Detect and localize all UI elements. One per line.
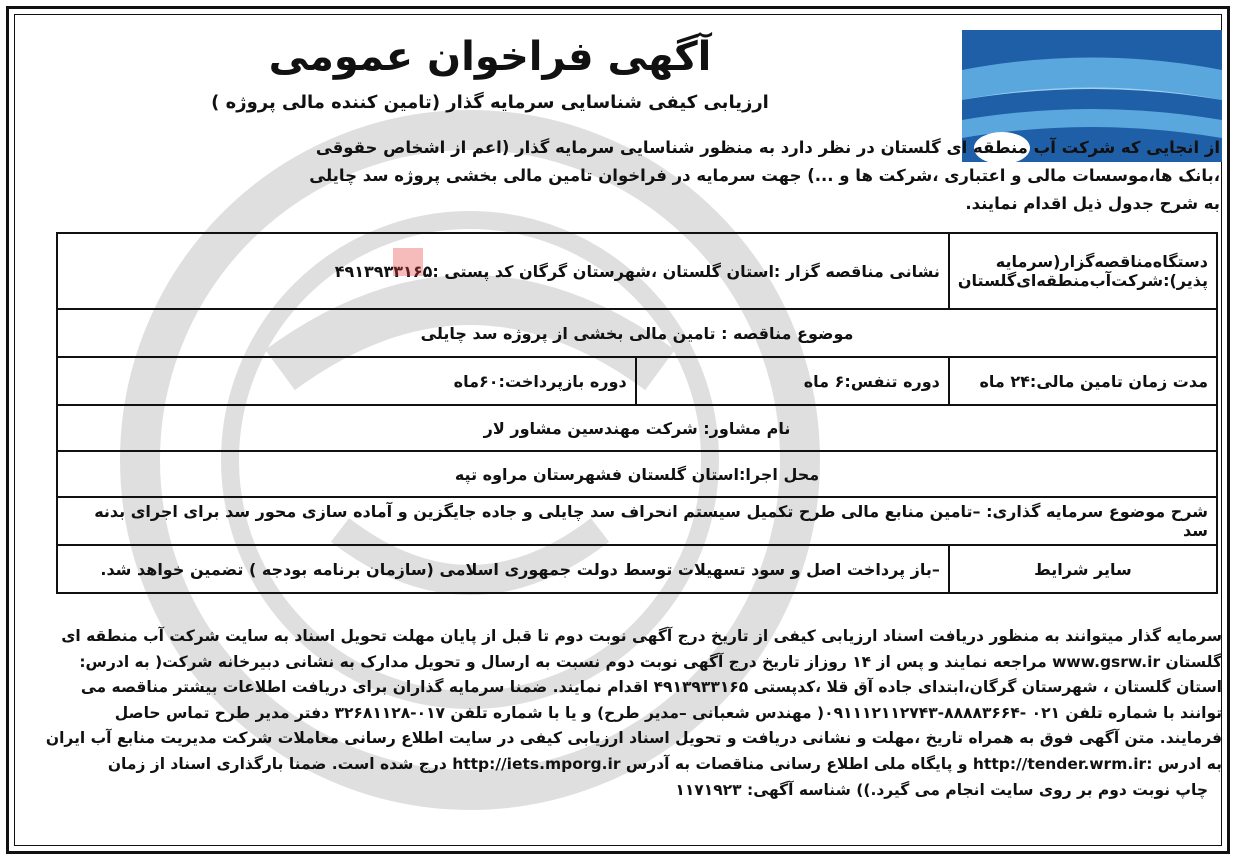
footer-line: فرمایند. متن آگهی فوق به همراه تاریخ ،مهلت و نشانی دریافت و تحویل اسناد ارزیابی کیفی در سایت اطلاع رسانی معاملات شرکت مدیریت منابع آب ایران	[45, 729, 1222, 748]
address-text: نشانی مناقصه گزار :استان گلستان ،شهرستان گرگان کد پستی :۴۹۱۳۹۳۳۱۶۵	[334, 261, 940, 281]
tender-info-table	[56, 232, 1218, 594]
investment-description-cell: شرح موضوع سرمایه گذاری: –تامین منابع مالی طرح تکمیل سیستم انحراف سد چایلی و جاده جایگزین و آماده سازی محور سد برای اجرای بدنه سد	[57, 497, 1217, 545]
intro-line: ،بانک ها،موسسات مالی و اعتباری ،شرکت ها و ...) جهت سرمایه در فراخوان تامین مالی بخشی پروژه سد چایلی	[309, 166, 1220, 185]
subject-cell: موضوع مناقصه : تامین مالی بخشی از پروژه سد چایلی	[57, 309, 1217, 357]
consultant-cell: نام مشاور: شرکت مهندسین مشاور لار	[57, 405, 1217, 451]
repayment-period-cell: دوره بازپرداخت:۶۰ماه	[57, 357, 636, 405]
financing-period-cell: مدت زمان تامین مالی:۲۴ ماه	[949, 357, 1217, 405]
footer-line: سرمایه گذار میتوانند به منظور دریافت اسناد ارزیابی کیفی از تاریخ درج آگهی نوبت دوم تا قبل از پایان مهلت تحویل اسناد به سایت شرکت آب منطقه ای	[61, 627, 1222, 645]
intro-line: به شرح جدول ذیل اقدام نمایند.	[965, 194, 1220, 213]
highlight-mark	[393, 248, 423, 276]
other-conditions-label-cell: سایر شرایط	[949, 545, 1217, 593]
intro-line: از انجایی که شرکت آب منطقه ای گلستان در نظر دارد به منظور شناسایی سرمایه گذار (اعم از اشخاص حقوقی	[315, 138, 1220, 157]
grace-period-cell: دوره تنفس:۶ ماه	[636, 357, 949, 405]
footer-line: چاپ نوبت دوم بر روی سایت انجام می گیرد.)) شناسه آگهی: ۱۱۷۱۹۲۳	[675, 780, 1208, 799]
footer-line: استان گلستان ، شهرستان گرگان،ابتدای جاده آق قلا ،کدپستی ۴۹۱۳۹۳۳۱۶۵ اقدام نمایند. ضمنا سرمایه گذاران برای دریافت اطلاعات بیشتر مناقصه می	[80, 678, 1222, 697]
intro-paragraph	[30, 134, 1220, 218]
address-cell	[57, 233, 949, 309]
footer-line: گلستان www.gsrw.ir مراجعه نمایند و پس از ۱۴ روزاز تاریخ درج آگهی نوبت دوم نسبت به ارسال و تحویل مدارک به نشانی دبیرخانه شرکت( به ادرس:	[79, 652, 1222, 671]
other-conditions-cell: –باز پرداخت اصل و سود تسهیلات توسط دولت جمهوری اسلامی (سازمان برنامه بودجه ) تضمین خواهد شد.	[57, 545, 949, 593]
location-cell: محل اجرا:استان گلستان فشهرستان مراوه تپه	[57, 451, 1217, 497]
footer-line: توانند با شماره تلفن ۰۲۱ -۸۸۸۸۳۶۶۴-۰۹۱۱۱۲۱۱۲۷۴۳( مهندس شعبانی –مدیر طرح) و یا با شماره تلفن ۰۱۷-۳۲۶۸۱۱۲۸ دفتر مدیر طرح تماس حاصل	[114, 703, 1222, 722]
footer-paragraph	[28, 624, 1222, 803]
page-subtitle: ارزیابی کیفی شناسایی سرمایه گذار (تامین کننده مالی پروژه )	[211, 92, 769, 113]
footer-line: به ادرس :http://tender.wrm.ir و پایگاه ملی اطلاع رسانی مناقصات به آدرس http://iets.mporg.ir درج شده است. ضمنا بارگذاری اسناد از زمان	[107, 754, 1222, 773]
page-title: آگهی فراخوان عمومی	[268, 34, 712, 80]
organizer-cell: دستگاه‌مناقصه‌گزار(سرمایه پذیر):شرکت‌آب‌منطقه‌ای‌گلستان	[949, 233, 1217, 309]
